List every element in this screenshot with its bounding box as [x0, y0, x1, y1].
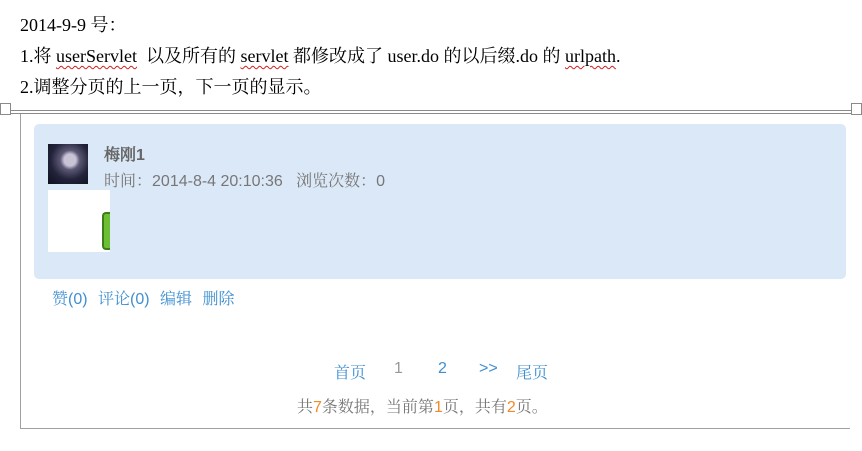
document-notes	[20, 10, 620, 103]
avatar[interactable]	[48, 144, 88, 184]
views-label: 浏览次数：	[296, 173, 377, 190]
green-tab-icon	[102, 212, 110, 250]
pagination-summary	[297, 394, 548, 417]
page-2-link[interactable]: 2	[438, 360, 447, 377]
table-move-handle-right[interactable]	[851, 103, 862, 115]
summary-suffix: 页。	[515, 399, 548, 416]
edit-link[interactable]: 编辑	[160, 291, 193, 308]
misspelled-word-urlpath[interactable]: urlpath	[564, 46, 616, 66]
summary-mid2: 页，共有	[442, 399, 507, 416]
time-value: 2014-8-4 20:10:36	[152, 173, 283, 190]
last-page-link[interactable]: 尾页	[516, 365, 549, 382]
misspelled-word-userservlet[interactable]: userServlet	[56, 46, 137, 66]
notes-heading: 2014-9-9 号：	[20, 15, 127, 35]
comment-link[interactable]: 评论(0)	[98, 291, 150, 308]
page-1-link[interactable]: 1	[394, 360, 403, 377]
line1-suffix: 都修改成了 user.do 的以后缀.do 的	[288, 46, 565, 66]
summary-prefix: 共	[297, 399, 314, 416]
misspelled-word-servlet[interactable]: servlet	[240, 46, 289, 66]
post-meta	[104, 168, 385, 191]
line1-prefix: 1.将	[20, 46, 56, 66]
post-card	[34, 124, 846, 279]
post-author[interactable]: 梅刚1	[104, 147, 145, 164]
line1-middle: 以及所有的	[136, 46, 241, 66]
current-page: 1	[433, 399, 443, 416]
delete-link[interactable]: 删除	[202, 291, 235, 308]
table-left-border	[20, 114, 21, 429]
summary-mid1: 条数据，当前第	[321, 399, 434, 416]
like-link[interactable]: 赞(0)	[52, 291, 88, 308]
first-page-link[interactable]: 首页	[334, 365, 367, 382]
table-move-handle-left[interactable]	[0, 103, 11, 115]
total-pages: 2	[506, 399, 516, 416]
post-image[interactable]	[48, 190, 110, 252]
notes-line-2: 2.调整分页的上一页，下一页的显示。	[20, 77, 322, 97]
next-page-link[interactable]: >>	[479, 360, 498, 377]
total-count: 7	[313, 399, 322, 416]
table-bottom-border	[20, 428, 850, 429]
post-actions	[52, 286, 241, 309]
notes-line-1	[20, 41, 620, 72]
line1-end: .	[615, 46, 621, 66]
views-value: 0	[376, 173, 386, 190]
time-label: 时间：	[104, 173, 153, 190]
table-top-border	[0, 110, 862, 114]
